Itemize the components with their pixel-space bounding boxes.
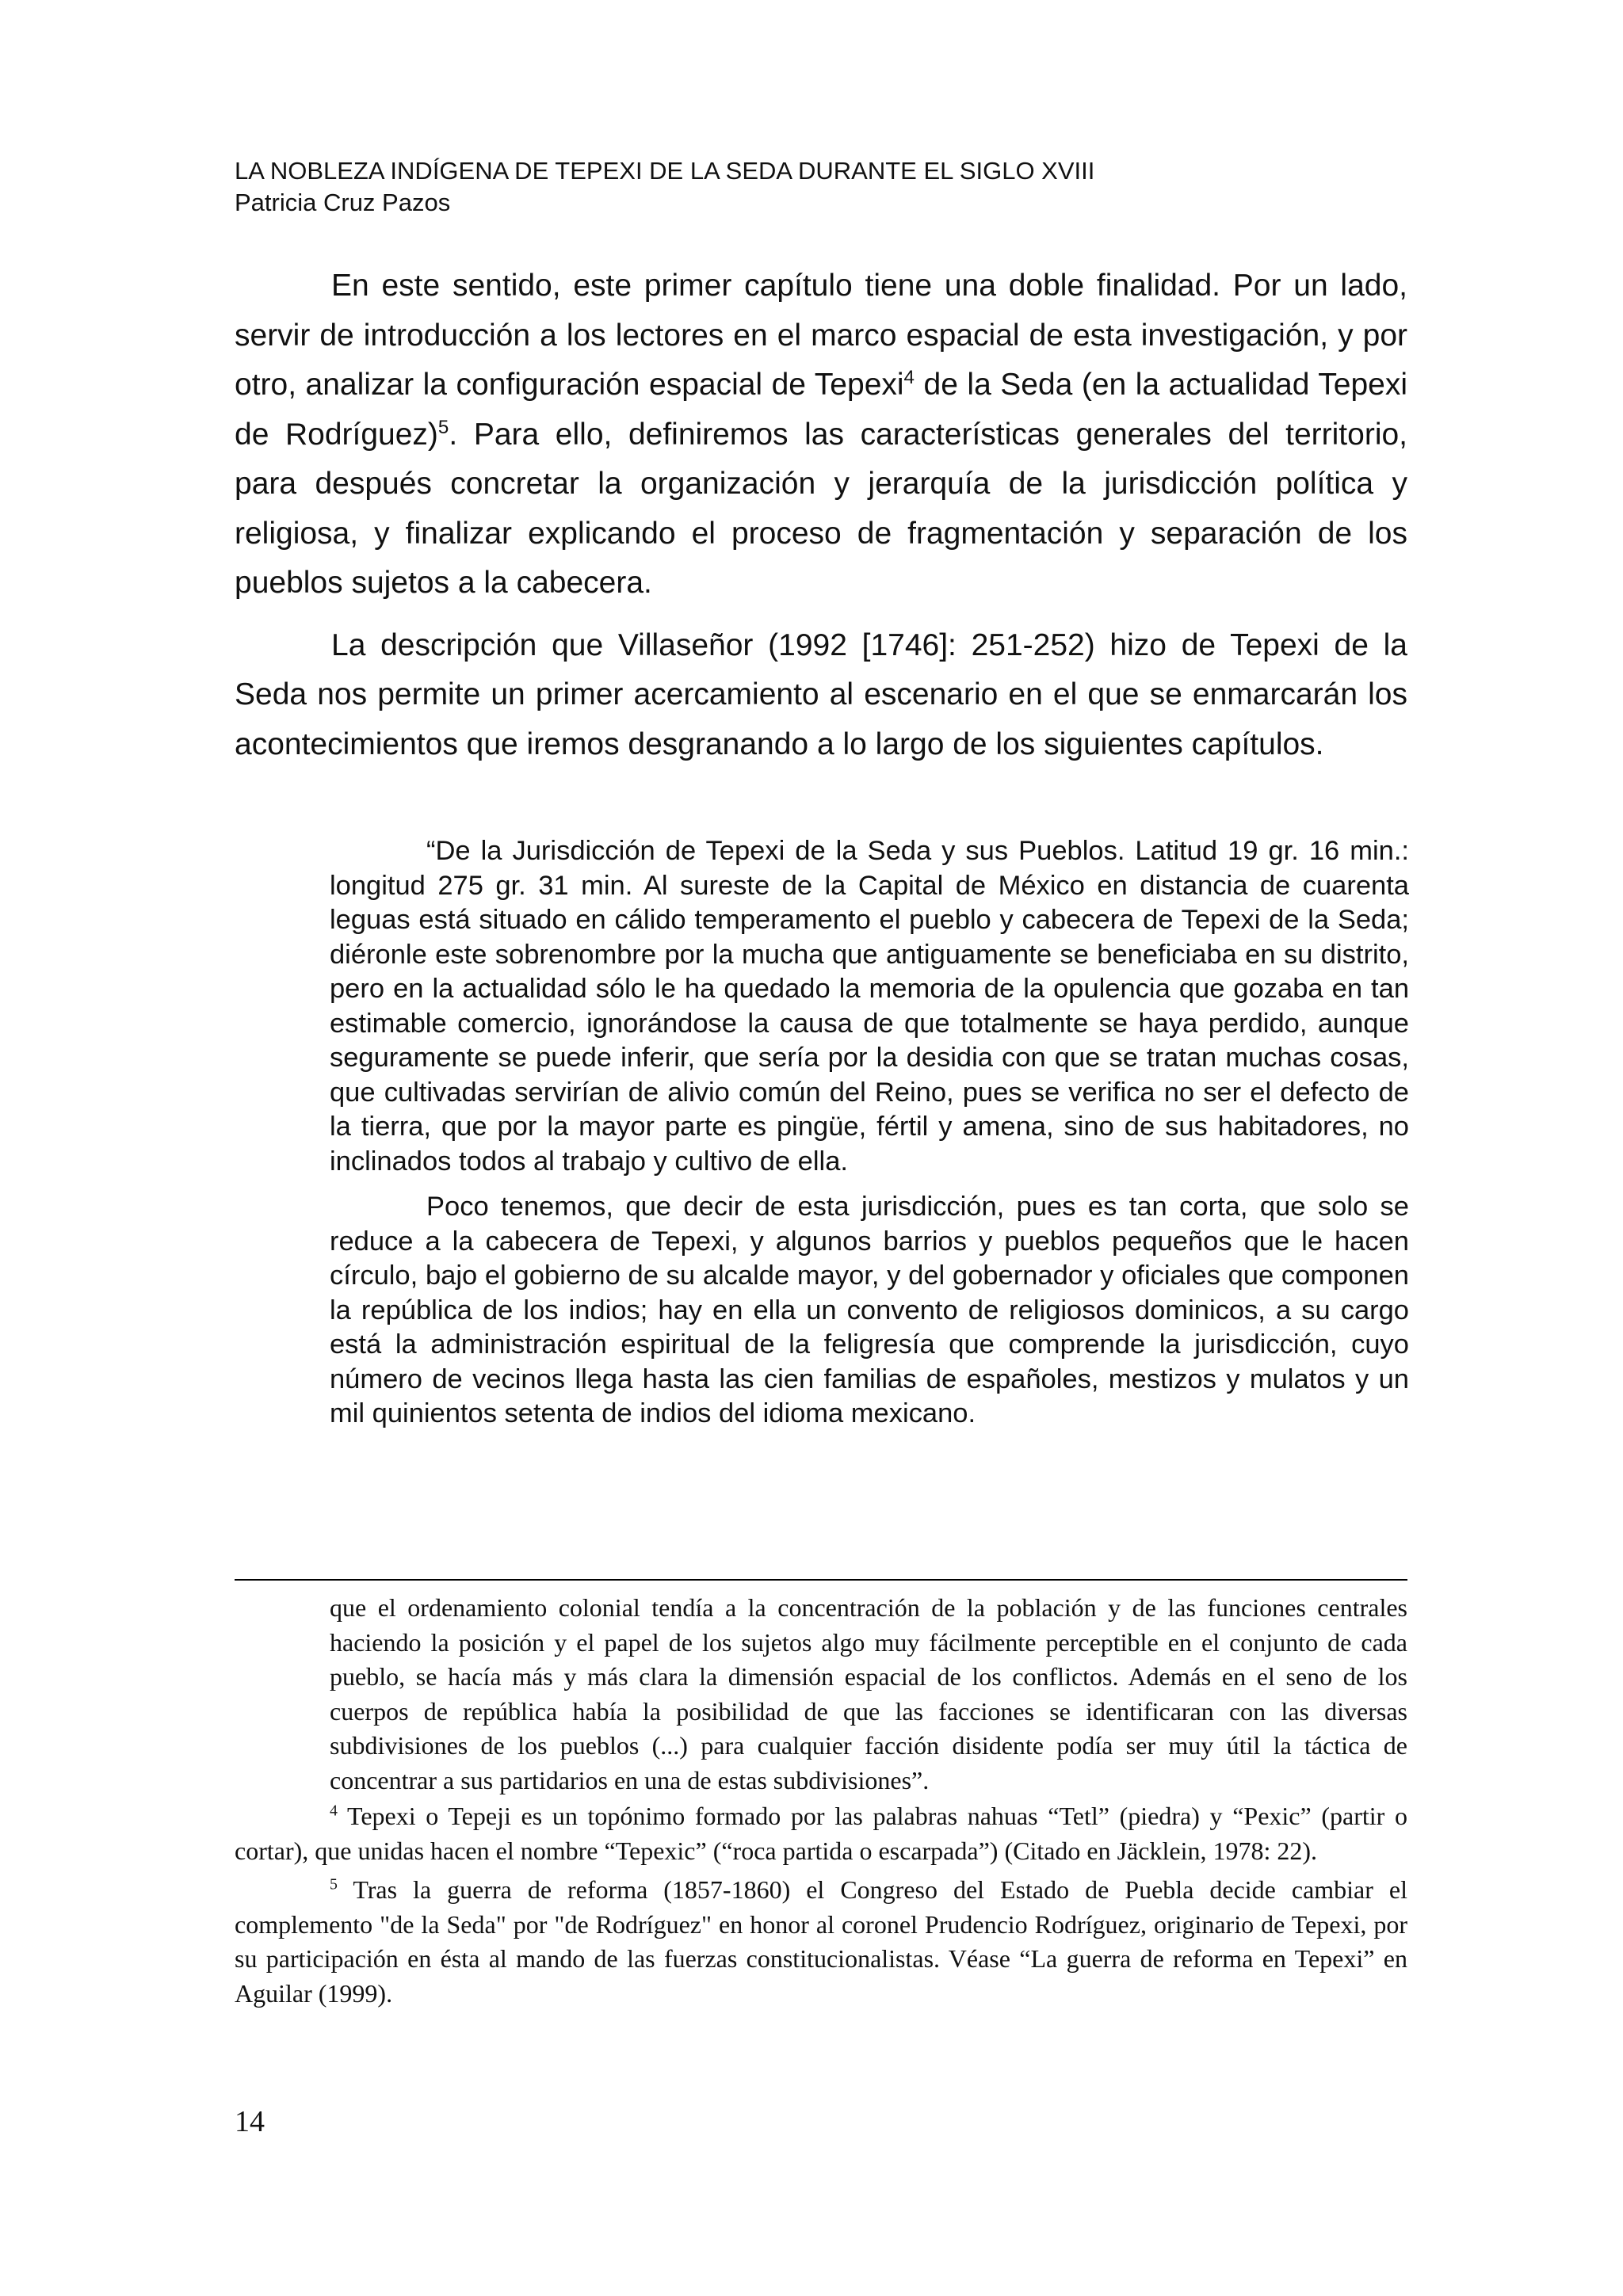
body-paragraph-1-part-a: En este sentido, este primer capítulo tiene una doble finalidad. Por un lado, servir de introducción a los lectores en el marco espacial de esta investigación, y por otro, analizar la configuración espacial de Tepexi bbox=[235, 269, 1407, 402]
header-title: LA NOBLEZA INDÍGENA DE TEPEXI DE LA SEDA DURANTE EL SIGLO XVIII bbox=[235, 157, 1095, 185]
body-paragraph-1-part-c: . Para ello, definiremos las características generales del territorio, para después concretar la organización y jerarquía de la jurisdicción política y religiosa, y finalizar explicando el proceso de fragmentación y separación de los pueblos sujetos a la cabecera. bbox=[235, 417, 1408, 600]
quote-paragraph-2: Poco tenemos, que decir de esta jurisdicción, pues es tan corta, que solo se reduce a la cabecera de Tepexi, y algunos barrios y pueblos pequeños que le hacen círculo, bajo el gobierno de su alcalde mayor, y del gobernador y oficiales que componen la república de los indios; hay en ella un convento de religiosos dominicos, a su cargo está la administración espiritual de la feligresía que comprende la jurisdicción, cuyo número de vecinos llega hasta las cien familias de españoles, mestizos y mulatos y un mil quinientos setenta de indios del idioma mexicano. bbox=[330, 1192, 1409, 1428]
block-quote bbox=[330, 834, 1409, 1443]
footnote-5-text: Tras la guerra de reforma (1857-1860) el Congreso del Estado de Puebla decide cambiar el complemento "de la Seda" por "de Rodríguez" en honor al coronel Prudencio Rodríguez, originario de Tepexi, por su participación en ésta al mando de las fuerzas constitucionalistas. Véase “La guerra de reforma en Tepexi” en Aguilar (1999). bbox=[235, 1875, 1407, 2008]
footnote-ref-5[interactable]: 5 bbox=[437, 416, 449, 438]
footnote-continuation: que el ordenamiento colonial tendía a la concentración de la población y de las funciones centrales haciendo la posición y el papel de los sujetos algo muy fácilmente perceptible en el conjunto de cada pueblo, se hacía más y más clara la dimensión espacial de los conflictos. Además en el seno de los cuerpos de república había la posibilidad de que las facciones se identificaran con las diversas subdivisiones de los pueblos (...) para cualquier facción disidente podía ser muy útil la táctica de concentrar a sus partidarios en una de estas subdivisiones”. bbox=[330, 1593, 1407, 1794]
footnote-4 bbox=[235, 1799, 1407, 1868]
body-paragraph-1 bbox=[235, 261, 1407, 608]
page-number: 14 bbox=[235, 2105, 265, 2138]
footnotes bbox=[235, 1591, 1407, 2016]
footnote-5-number: 5 bbox=[330, 1875, 338, 1894]
footnote-4-number: 4 bbox=[330, 1802, 338, 1820]
main-text bbox=[235, 261, 1407, 782]
body-paragraph-1-part-b: de la Seda (en la actualidad Tepexi de Rodríguez) bbox=[235, 368, 1407, 452]
body-paragraph-2: La descripción que Villaseñor (1992 [1746]: 251-252) hizo de Tepexi de la Seda nos permite un primer acercamiento al escenario en el que se enmarcarán los acontecimientos que iremos desgranando a lo largo de los siguientes capítulos. bbox=[235, 627, 1407, 761]
running-header bbox=[235, 155, 1407, 219]
quote-paragraph-1: “De la Jurisdicción de Tepexi de la Seda y sus Pueblos. Latitud 19 gr. 16 min.: longitud 275 gr. 31 min. Al sureste de la Capital de México en distancia de cuarenta leguas está situado en cálido temperamento el pueblo y cabecera de Tepexi de la Seda; diéronle este sobrenombre por la mucha que antiguamente se beneficiaba en su distrito, pero en la actualidad sólo le ha quedado la memoria de la opulencia que gozaba en tan estimable comercio, ignorándose la causa de que totalmente se haya perdido, aunque seguramente se puede inferir, que sería por la desidia con que se tratan muchas cosas, que cultivadas servirían de alivio común del Reino, pues se verifica no ser el defecto de la tierra, que por la mayor parte es pingüe, fértil y amena, sino de sus habitadores, no inclinados todos al trabajo y cultivo de ella. bbox=[330, 836, 1409, 1177]
header-author: Patricia Cruz Pazos bbox=[235, 189, 451, 216]
footnote-4-text: Tepexi o Tepeji es un topónimo formado por las palabras nahuas “Tetl” (piedra) y “Pexic” (partir o cortar), que unidas hacen el nombre “Tepexic” (“roca partida o escarpada”) (Citado en Jäcklein, 1978: 22). bbox=[235, 1802, 1407, 1865]
footnote-5 bbox=[235, 1873, 1407, 2011]
footnote-ref-4[interactable]: 4 bbox=[903, 367, 915, 388]
footnote-separator bbox=[235, 1579, 1407, 1581]
